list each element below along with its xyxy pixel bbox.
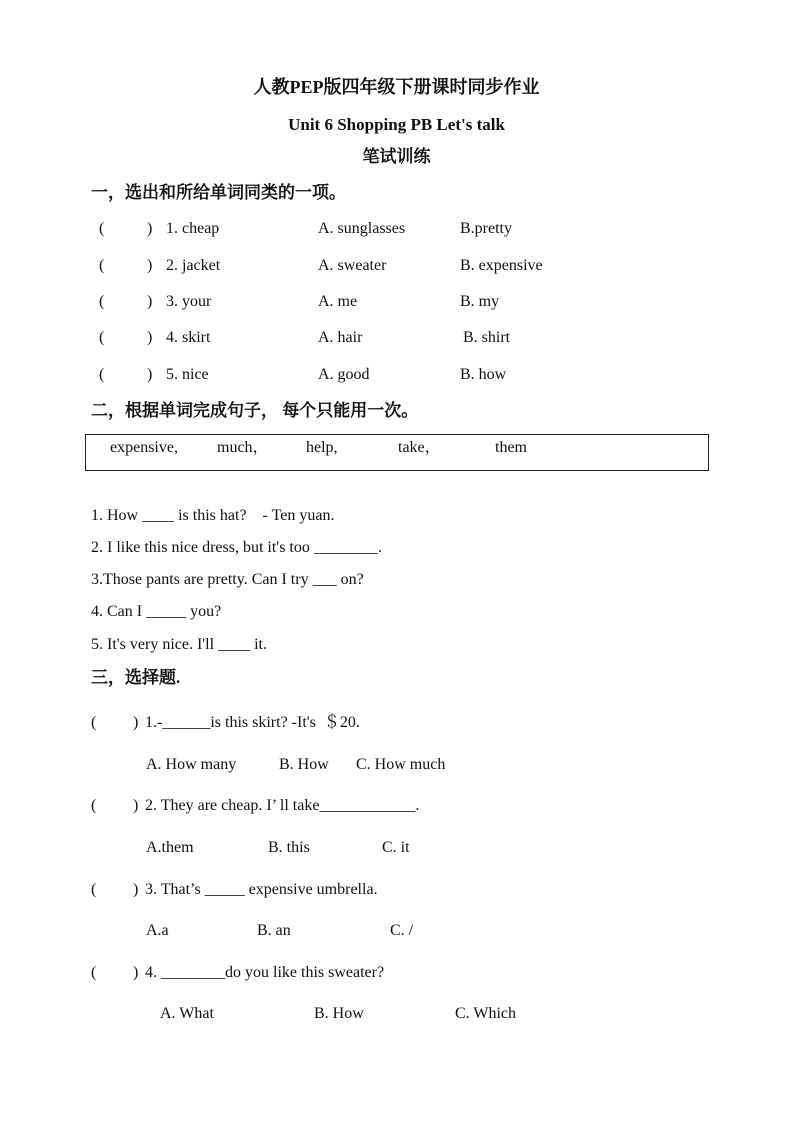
option-b: B. expensive: [460, 257, 543, 274]
option-b: B. my: [460, 293, 500, 310]
answer-paren-close: ): [133, 881, 139, 898]
word-bank: [85, 434, 709, 471]
answer-paren-open: (: [91, 881, 97, 898]
option-a: A. sunglasses: [318, 220, 406, 237]
question-text: 3. That’s _____ expensive umbrella.: [145, 881, 378, 898]
question-word: 3. your: [166, 293, 212, 310]
answer-paren-open: (: [99, 257, 105, 274]
answer-paren-close: ): [147, 220, 153, 237]
section3-heading: 三，选择题.: [91, 668, 181, 687]
fill-sentence: 5. It's very nice. I'll ____ it.: [91, 636, 267, 653]
option-b: B. shirt: [463, 329, 511, 346]
page-title: 人教PEP版四年级下册课时同步作业: [253, 77, 540, 97]
answer-paren-open: (: [99, 293, 105, 310]
answer-paren-close: ): [133, 714, 139, 731]
word-bank-item: them: [495, 439, 527, 456]
option-b: B. how: [460, 366, 507, 383]
section2-heading: 二，根据单词完成句子， 每个只能用一次。: [91, 401, 419, 420]
question-text: 2. They are cheap. I’ ll take____________.: [145, 797, 420, 814]
option-a: A. How many: [146, 756, 237, 773]
answer-paren-open: (: [99, 220, 105, 237]
fill-sentence: 1. How ____ is this hat? - Ten yuan.: [91, 507, 335, 524]
page-subtitle: 笔试训练: [362, 147, 431, 166]
answer-paren-open: (: [91, 714, 97, 731]
answer-paren-close: ): [147, 293, 153, 310]
option-a: A. sweater: [318, 257, 387, 274]
option-c: C. Which: [455, 1005, 517, 1022]
question-word: 4. skirt: [166, 329, 211, 346]
question-word: 1. cheap: [166, 220, 220, 237]
answer-paren-open: (: [99, 366, 105, 383]
answer-paren-close: ): [133, 797, 139, 814]
option-c: C. How much: [356, 756, 446, 773]
question-word: 2. jacket: [166, 257, 221, 274]
option-a: A.a: [146, 922, 169, 939]
option-b: B. How: [314, 1005, 364, 1022]
word-bank-item: take，: [398, 439, 441, 456]
question-text: 4. ________do you like this sweater?: [145, 964, 385, 981]
unit-title: Unit 6 Shopping PB Let's talk: [288, 115, 505, 134]
question-text: 1.-______is this skirt? -It's ＄20.: [145, 714, 360, 731]
option-b: B.pretty: [460, 220, 512, 237]
answer-paren-close: ): [133, 964, 139, 981]
option-a: A. hair: [318, 329, 363, 346]
answer-paren-close: ): [147, 366, 153, 383]
option-c: C. /: [390, 922, 414, 939]
option-b: B. an: [257, 922, 291, 939]
option-a: A. What: [160, 1005, 214, 1022]
answer-paren-open: (: [91, 964, 97, 981]
section1-heading: 一，选出和所给单词同类的一项。: [91, 183, 346, 202]
word-bank-item: expensive,: [110, 439, 178, 456]
word-bank-item: help,: [306, 439, 338, 456]
fill-sentence: 4. Can I _____ you?: [91, 603, 222, 620]
answer-paren-close: ): [147, 257, 153, 274]
option-b: B. this: [268, 839, 310, 856]
option-a: A. me: [318, 293, 358, 310]
answer-paren-close: ): [147, 329, 153, 346]
answer-paren-open: (: [91, 797, 97, 814]
word-bank-item: much，: [217, 439, 269, 456]
option-c: C. it: [382, 839, 410, 856]
fill-sentence: 2. I like this nice dress, but it's too ________.: [91, 539, 382, 556]
option-b: B. How: [279, 756, 329, 773]
answer-paren-open: (: [99, 329, 105, 346]
option-a: A.them: [146, 839, 194, 856]
fill-sentence: 3.Those pants are pretty. Can I try ___ on?: [91, 571, 364, 588]
question-word: 5. nice: [166, 366, 209, 383]
option-a: A. good: [318, 366, 370, 383]
